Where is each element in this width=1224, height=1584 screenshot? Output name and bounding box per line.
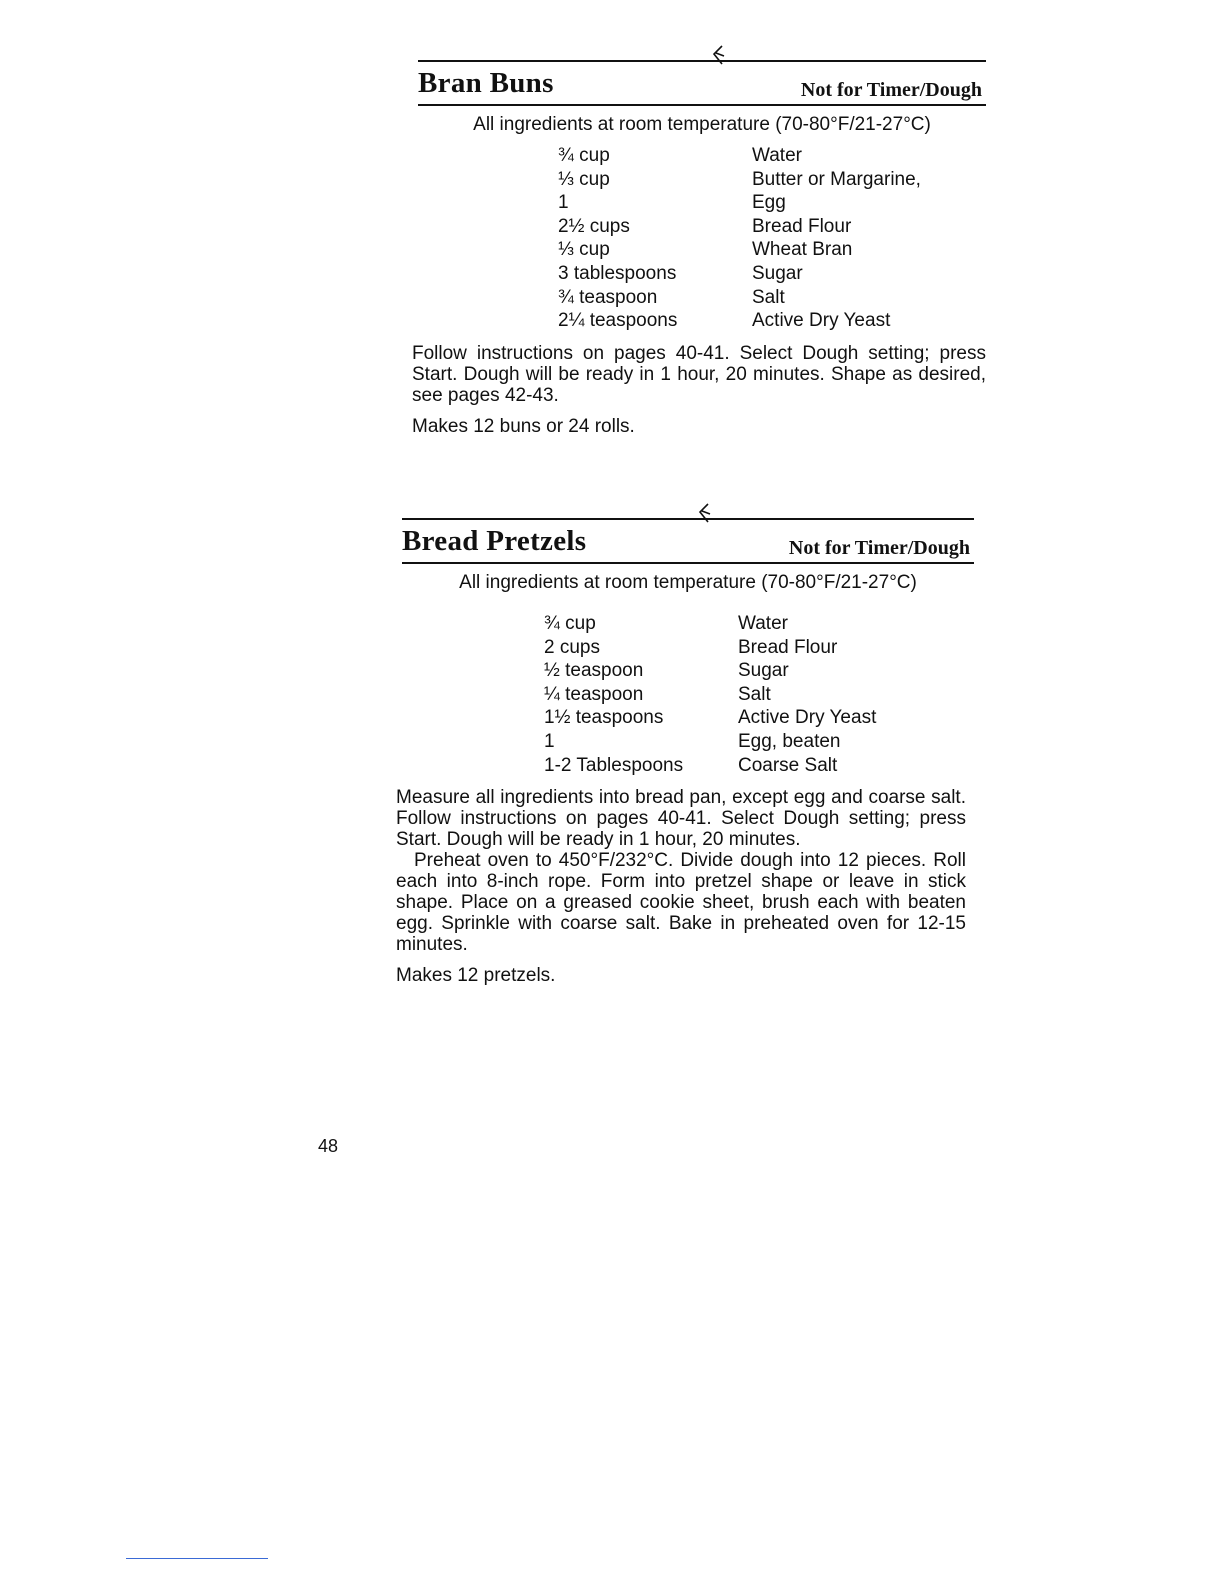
recipe-bread-pretzels (396, 498, 974, 987)
ingredient-list (544, 612, 974, 777)
ingredient-name: Water (738, 613, 788, 634)
directions-paragraph: Follow instructions on pages 40-41. Select Dough setting; press Start. Dough will be ready in 1 hour, 20 minutes. Shape as desired, see pages 42-43. (412, 342, 986, 406)
wheat-ornament-icon (710, 44, 732, 66)
temperature-note: All ingredients at room temperature (70-80°F/21-27°C) (473, 114, 931, 135)
ingredient-qty: 2½ cups (558, 215, 630, 237)
ingredient-qty: ¾ cup (544, 613, 596, 634)
ingredient-list (558, 144, 986, 333)
ingredient-row (544, 659, 974, 683)
ingredient-row (544, 730, 974, 754)
directions-paragraph: Measure all ingredients into bread pan, except egg and coarse salt. Follow instructions on pages 40-41. Select Dough setting; press Start. Dough will be ready in 1 hour, 20 minutes. (396, 787, 966, 851)
ingredient-qty: ¾ teaspoon (558, 286, 658, 308)
recipe-title: Bran Buns (418, 67, 554, 99)
ingredient-qty: 2 cups (544, 636, 600, 658)
top-rule (418, 40, 986, 64)
ingredient-name: Sugar (738, 660, 789, 682)
ingredient-row (558, 144, 986, 168)
ingredient-row (558, 238, 986, 262)
ingredient-qty: 2¼ teaspoons (558, 310, 678, 332)
ingredient-qty: 1½ teaspoons (544, 707, 664, 729)
recipe-yield: Makes 12 pretzels. (396, 965, 556, 987)
ingredient-row (558, 286, 986, 310)
timer-note: Not for Timer/Dough (800, 79, 982, 101)
ingredient-qty: ¾ cup (558, 145, 610, 166)
ingredient-qty: 1-2 Tablespoons (544, 754, 684, 776)
ingredient-row (544, 612, 974, 636)
ingredient-row (544, 754, 974, 778)
top-rule (402, 498, 974, 522)
ingredient-name: Water (752, 145, 802, 166)
ingredient-name: Sugar (752, 262, 803, 284)
ingredient-row (544, 706, 974, 730)
ingredient-name: Coarse Salt (738, 754, 838, 776)
ingredient-name: Active Dry Yeast (752, 310, 891, 332)
ingredient-qty: ⅓ cup (558, 239, 610, 261)
ingredient-qty: 3 tablespoons (558, 262, 677, 284)
ingredient-name: Egg (752, 192, 786, 214)
ingredient-qty: ¼ teaspoon (544, 683, 644, 705)
ingredient-name: Salt (738, 683, 771, 705)
title-row (418, 64, 986, 106)
timer-note: Not for Timer/Dough (788, 537, 970, 559)
ingredient-row (558, 191, 986, 215)
wheat-ornament-icon (696, 502, 718, 524)
ingredient-row (558, 262, 986, 286)
ingredient-row (544, 683, 974, 707)
ingredient-name: Active Dry Yeast (738, 707, 877, 729)
ingredient-row (544, 636, 974, 660)
ingredient-name: Butter or Margarine, (752, 168, 921, 190)
ingredient-qty: 1 (558, 192, 569, 214)
ingredient-row (558, 215, 986, 239)
recipe-yield: Makes 12 buns or 24 rolls. (412, 415, 635, 437)
ingredient-qty: ⅓ cup (558, 168, 610, 190)
footer-rule (126, 1558, 268, 1559)
title-row (402, 522, 974, 564)
page-number: 48 (318, 1136, 339, 1156)
directions-paragraph: Preheat oven to 450°F/232°C. Divide dough into 12 pieces. Roll each into 8-inch rope. Form into pretzel shape or leave in stick shape. Place on a greased cookie sheet, brush each with beaten egg. Sprinkle with coarse salt. Bake in preheated oven for 12-15 minutes. (396, 850, 966, 956)
recipe-title: Bread Pretzels (402, 525, 587, 557)
recipe-bran-buns (412, 40, 986, 438)
ingredient-name: Salt (752, 286, 785, 308)
ingredient-row (558, 309, 986, 333)
ingredient-qty: ½ teaspoon (544, 660, 644, 682)
ingredient-row (558, 168, 986, 192)
ingredient-name: Egg, beaten (738, 730, 841, 752)
ingredient-name: Bread Flour (738, 636, 838, 658)
temperature-note: All ingredients at room temperature (70-80°F/21-27°C) (459, 572, 917, 593)
ingredient-qty: 1 (544, 730, 555, 752)
ingredient-name: Wheat Bran (752, 239, 853, 261)
ingredient-name: Bread Flour (752, 215, 852, 237)
